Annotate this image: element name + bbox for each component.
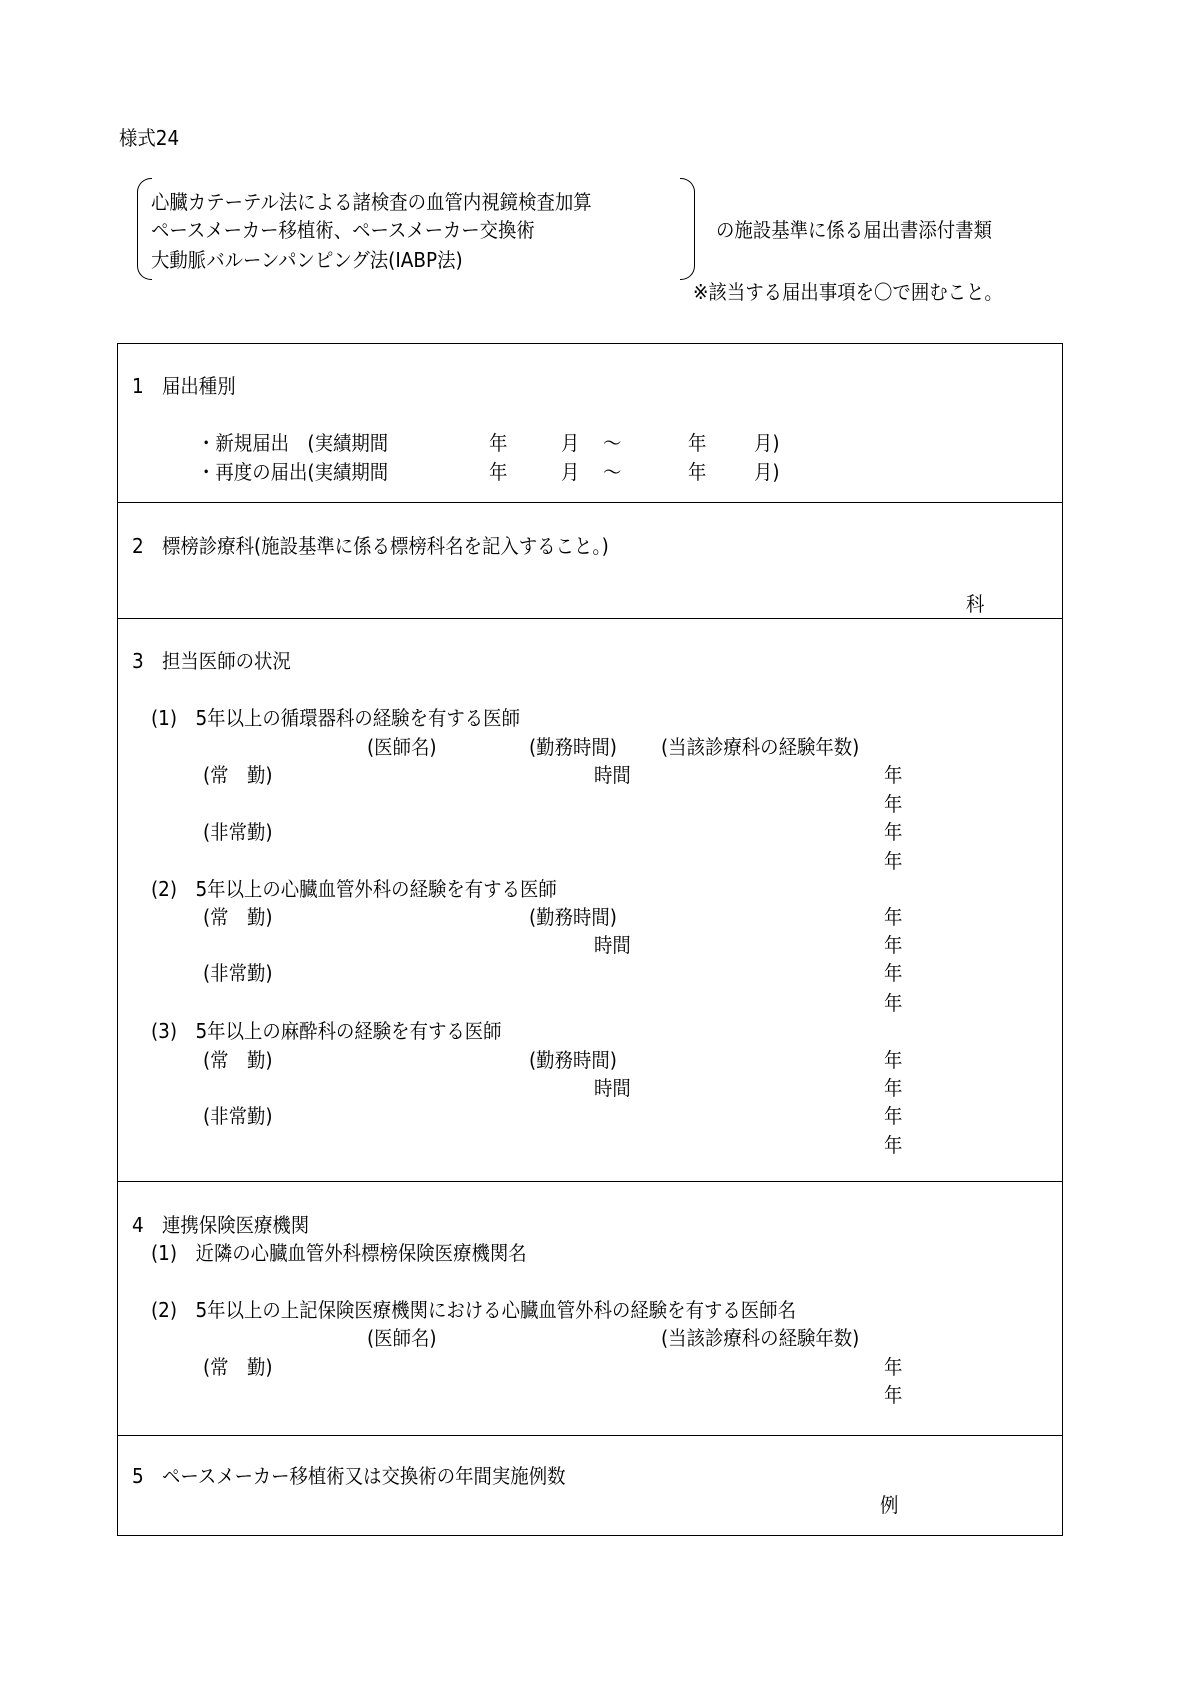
divider (117, 1181, 1063, 1182)
section-number: 2 (132, 534, 144, 558)
divider (117, 1435, 1063, 1436)
section-number: 4 (132, 1213, 144, 1237)
title-suffix: の施設基準に係る届出書添付書類 (716, 218, 992, 242)
subsection-title: (1) 5年以上の循環器科の経験を有する医師 (151, 706, 520, 730)
section-title: 届出種別 (162, 374, 236, 398)
year-unit: 年 (884, 1104, 903, 1128)
refiling-label: ・再度の届出(実績期間 (197, 460, 389, 484)
fulltime-label: (常 勤) (203, 763, 273, 787)
month-label: 月) (754, 431, 780, 455)
month-label: 月 (561, 431, 580, 455)
bracket-left (137, 178, 152, 280)
month-label: 月 (561, 460, 580, 484)
new-filing-label: ・新規届出 (実績期間 (197, 431, 389, 455)
dept-unit: 科 (966, 592, 985, 616)
section-title: 標榜診療科(施設基準に係る標榜科名を記入すること。) (162, 534, 609, 558)
col-hours: (勤務時間) (529, 735, 617, 759)
year-label: 年 (688, 431, 707, 455)
parttime-label: (非常勤) (203, 820, 273, 844)
year-unit: 年 (884, 1133, 903, 1157)
col-name: (医師名) (367, 735, 437, 759)
fulltime-label: (常 勤) (203, 1355, 273, 1379)
subsection-title: (3) 5年以上の麻酔科の経験を有する医師 (151, 1019, 502, 1043)
subsection-title: (2) 5年以上の上記保険医療機関における心臓血管外科の経験を有する医師名 (151, 1298, 796, 1322)
section-number: 5 (132, 1464, 144, 1488)
year-unit: 年 (884, 1048, 903, 1072)
title-item: 心臓カテーテル法による諸検査の血管内視鏡検査加算 (151, 190, 592, 214)
year-unit: 年 (884, 991, 903, 1015)
section-number: 3 (132, 649, 144, 673)
col-years: (当該診療科の経験年数) (661, 1326, 860, 1350)
col-hours: (勤務時間) (529, 1048, 617, 1072)
year-unit: 年 (884, 905, 903, 929)
hours-unit: 時間 (594, 763, 631, 787)
tilde: ～ (603, 460, 622, 484)
parttime-label: (非常勤) (203, 961, 273, 985)
fulltime-label: (常 勤) (203, 1048, 273, 1072)
year-unit: 年 (884, 1076, 903, 1100)
divider (117, 618, 1063, 619)
section-number: 1 (132, 374, 144, 398)
col-hours: (勤務時間) (529, 905, 617, 929)
year-unit: 年 (884, 792, 903, 816)
section-title: ペースメーカー移植術又は交換術の年間実施例数 (162, 1464, 566, 1488)
title-item: ペースメーカー移植術、ペースメーカー交換術 (151, 218, 535, 242)
subsection-title: (1) 近隣の心臓血管外科標榜保険医療機関名 (151, 1241, 527, 1265)
year-label: 年 (489, 460, 508, 484)
year-unit: 年 (884, 849, 903, 873)
year-unit: 年 (884, 1355, 903, 1379)
year-unit: 年 (884, 820, 903, 844)
fulltime-label: (常 勤) (203, 905, 273, 929)
year-unit: 年 (884, 961, 903, 985)
col-years: (当該診療科の経験年数) (661, 735, 860, 759)
year-unit: 年 (884, 933, 903, 957)
bracket-right (680, 178, 695, 280)
hours-unit: 時間 (594, 933, 631, 957)
col-name: (医師名) (367, 1326, 437, 1350)
year-label: 年 (489, 431, 508, 455)
divider (117, 502, 1063, 503)
parttime-label: (非常勤) (203, 1104, 273, 1128)
year-unit: 年 (884, 763, 903, 787)
cases-unit: 例 (880, 1493, 899, 1517)
subsection-title: (2) 5年以上の心臓血管外科の経験を有する医師 (151, 877, 557, 901)
month-label: 月) (754, 460, 780, 484)
year-unit: 年 (884, 1383, 903, 1407)
section-title: 連携保険医療機関 (162, 1213, 310, 1237)
section-title: 担当医師の状況 (162, 649, 291, 673)
year-label: 年 (688, 460, 707, 484)
title-item: 大動脈バルーンパンピング法(IABP法) (151, 248, 463, 272)
tilde: ～ (603, 431, 622, 455)
form-id: 様式24 (119, 126, 180, 150)
hours-unit: 時間 (594, 1076, 631, 1100)
note: ※該当する届出事項を〇で囲むこと。 (693, 280, 1003, 304)
